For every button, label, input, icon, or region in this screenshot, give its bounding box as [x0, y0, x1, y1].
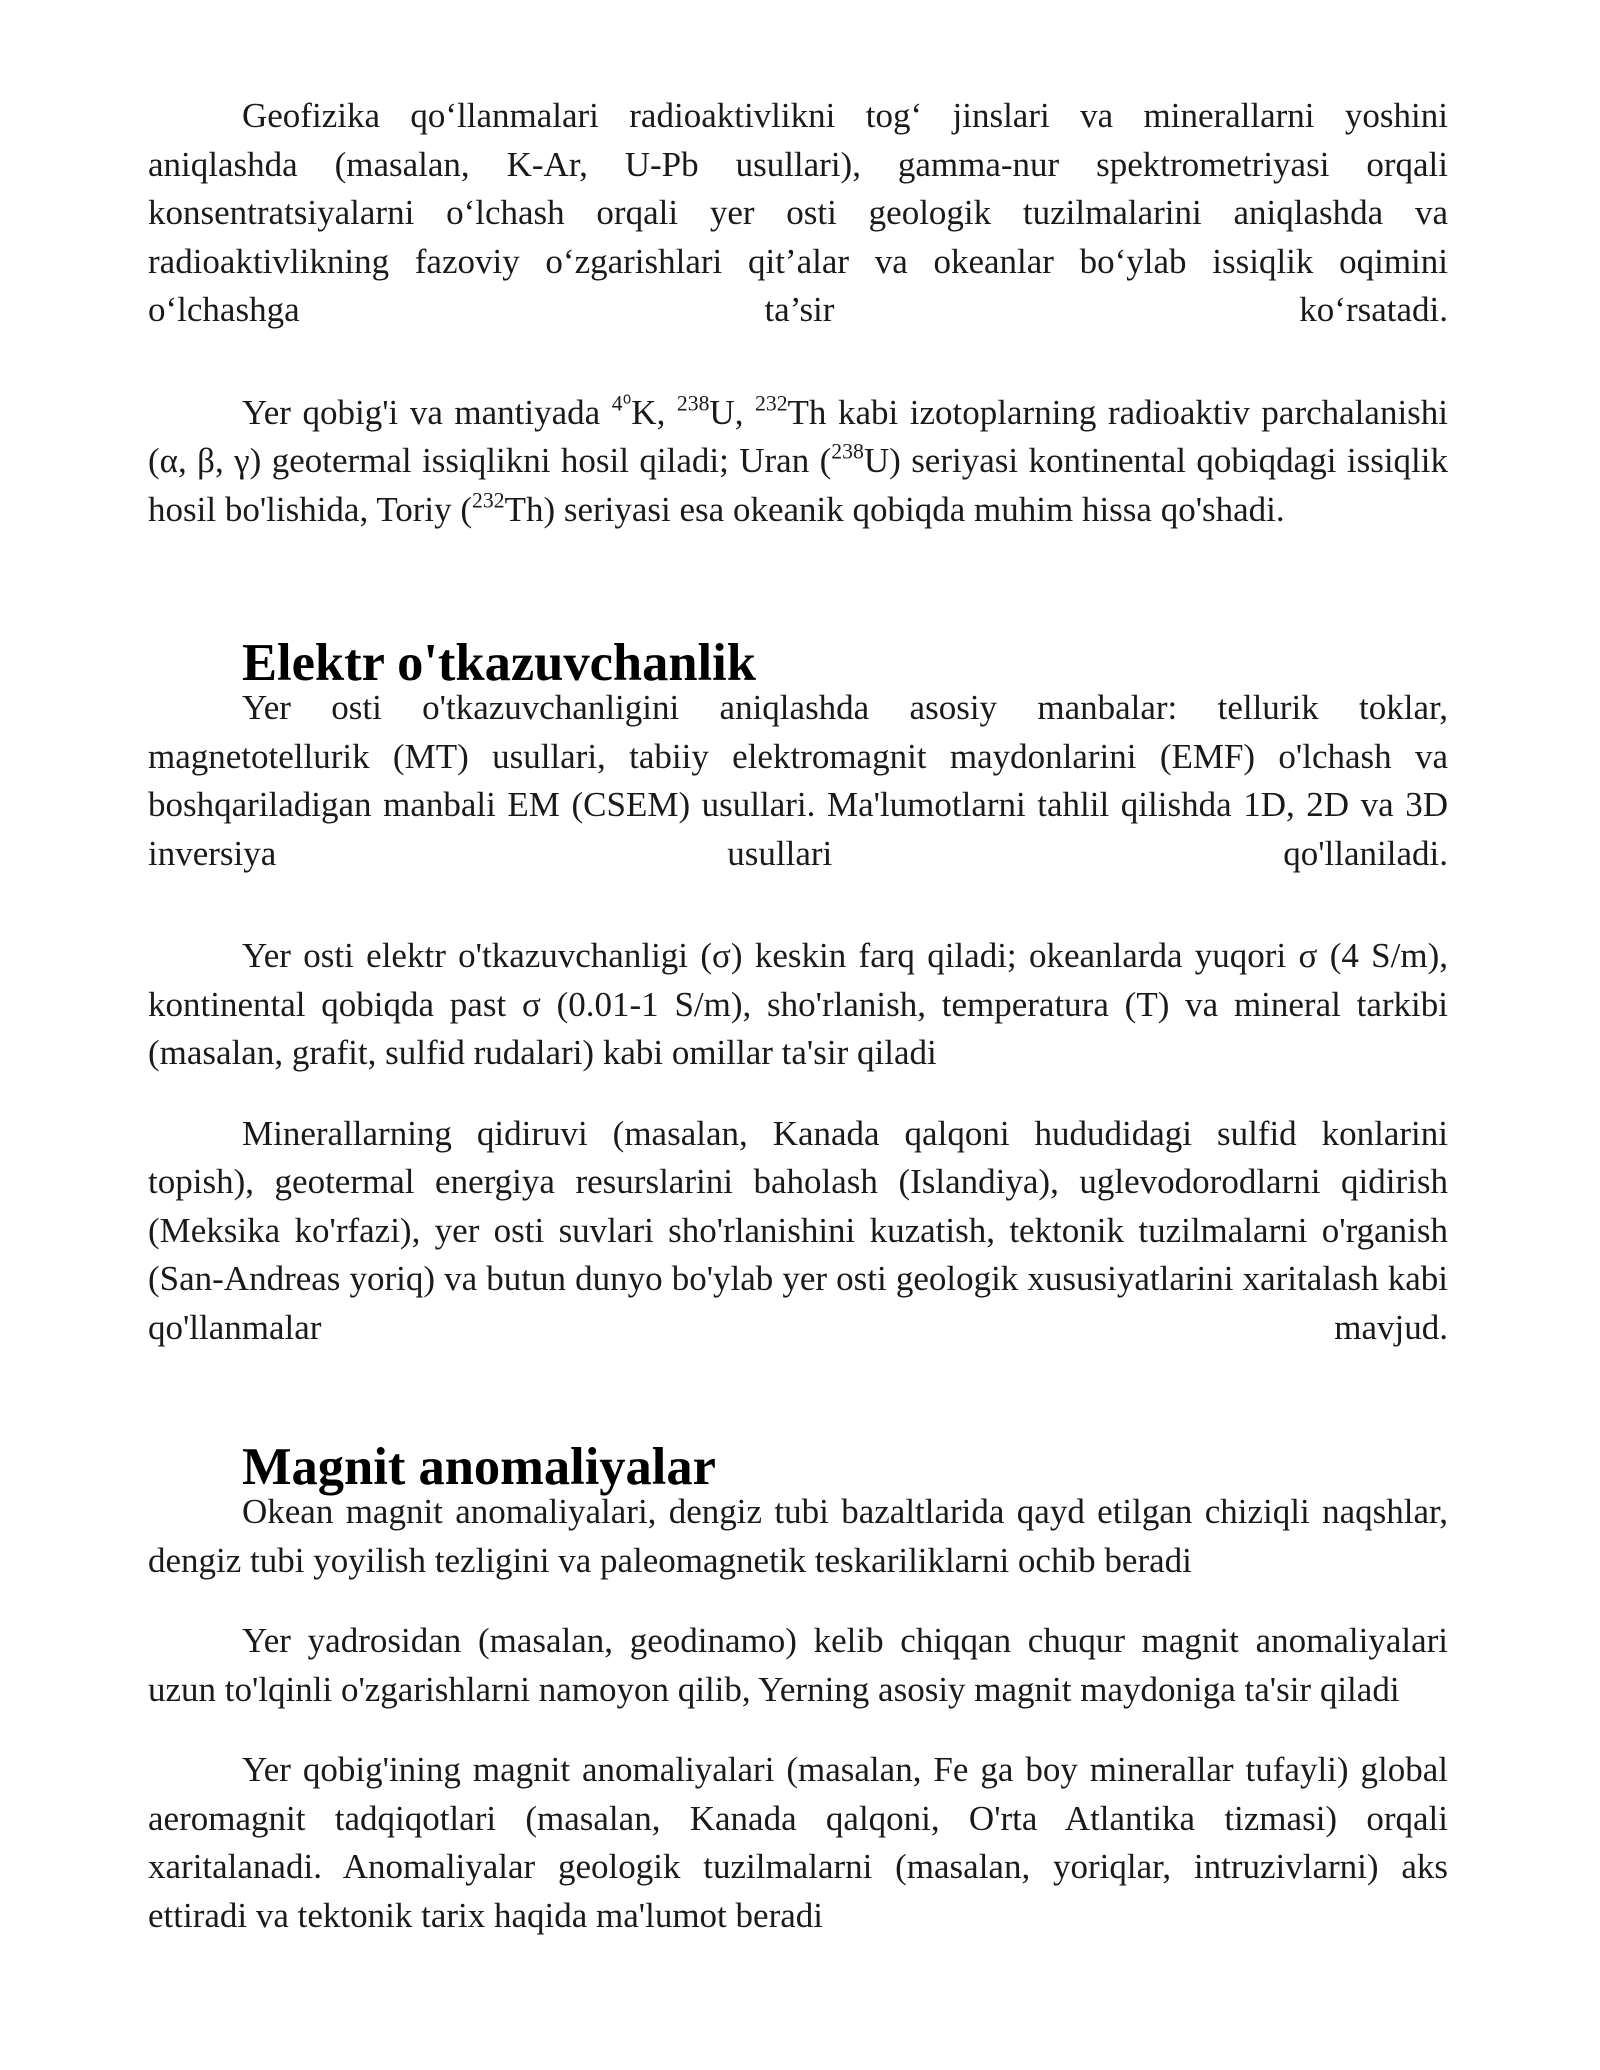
superscript: 4⁰	[611, 391, 632, 416]
paragraph-spacer	[148, 1078, 1448, 1110]
paragraph-spacer	[148, 1585, 1448, 1617]
text-run: Yer qobig'i va mantiyada	[242, 392, 612, 432]
paragraph-spacer	[148, 534, 1448, 642]
superscript: 232	[755, 391, 788, 416]
text-run: K,	[631, 392, 677, 432]
paragraph-spacer	[148, 878, 1448, 932]
document-page	[148, 92, 1448, 1940]
paragraph-crustal-anomalies: Yer qobig'ining magnit anomaliyalari (masalan, Fe ga boy minerallar tufayli) global aeromagnit tadqiqotlari (masalan, Kanada qalqoni, O'rta Atlantika tizmasi) orqali xaritalanadi. Anomaliyalar geologik tuzilmalarni (masalan, yoriqlar, intruzivlarni) aks ettiradi va tektonik tarix haqida ma'lumot beradi	[148, 1750, 1448, 1935]
paragraph-radioactive-isotopes	[148, 389, 1448, 535]
heading-electrical-conductivity: Elektr o'tkazuvchanlik	[242, 634, 756, 692]
superscript: 238	[676, 391, 710, 416]
paragraph-core-anomalies: Yer yadrosidan (masalan, geodinamo) kelib chiqqan chuqur magnit anomaliyalari uzun to'lqinli o'zgarishlarni namoyon qilib, Yerning asosiy magnit maydoniga ta'sir qiladi	[148, 1621, 1448, 1709]
paragraph-spacer	[148, 1352, 1448, 1446]
text-run: U) seriyasi kontinental qobiqdagi issiqlik hosil bo'lishida, Toriy (	[148, 441, 1448, 529]
text-run: Th kabi izotoplarning radioaktiv parchalanishi (α, β, γ) geotermal issiqlikni hosil qiladi; Uran (	[148, 392, 1449, 480]
paragraph-conductivity-applications: Minerallarning qidiruvi (masalan, Kanada qalqoni hududidagi sulfid konlarini topish), geotermal energiya resurslarini baholash (Islandiya), uglevodorodlarni qidirish (Meksika ko'rfazi), yer osti suvlari sho'rlanishini kuzatish, tektonik tuzilmalarni o'rganish (San-Andreas yoriq) va butun dunyo bo'ylab yer osti geologik xususiyatlarini xaritalash kabi qo'llanmalar mavjud.	[148, 1113, 1448, 1347]
paragraph-radioactivity-applications: Geofizika qo‘llanmalari radioaktivlikni tog‘ jinslari va minerallarni yoshini aniqlashda (masalan, K-Ar, U-Pb usullari), gamma-nur spektrometriyasi orqali konsentratsiyalarni o‘lchash orqali yer osti geologik tuzilmalarini aniqlashda va radioaktivlikning fazoviy o‘zgarishlari qit’alar va okeanlar bo‘ylab issiqlik oqimini o‘lchashga ta’sir ko‘rsatadi.	[148, 96, 1448, 329]
text-run: Th) seriyasi esa okeanik qobiqda muhim hissa qo'shadi.	[504, 489, 1285, 529]
heading-magnetic-anomalies: Magnit anomaliyalar	[242, 1438, 716, 1496]
paragraph-spacer	[148, 335, 1448, 389]
paragraph-spacer	[148, 1714, 1448, 1746]
paragraph-conductivity-methods: Yer osti o'tkazuvchanligini aniqlashda asosiy manbalar: tellurik toklar, magnetotellurik (MT) usullari, tabiiy elektromagnit maydonlarini (EMF) o'lchash va boshqariladigan manbali EM (CSEM) usullari. Ma'lumotlarni tahlil qilishda 1D, 2D va 3D inversiya usullari qo'llaniladi.	[148, 688, 1448, 873]
superscript: 232	[472, 488, 505, 513]
text-run: U,	[709, 392, 756, 432]
superscript: 238	[831, 439, 864, 464]
paragraph-conductivity-variation: Yer osti elektr o'tkazuvchanligi (σ) keskin farq qiladi; okeanlarda yuqori σ (4 S/m), kontinental qobiqda past σ (0.01-1 S/m), sho'rlanish, temperatura (T) va mineral tarkibi (masalan, grafit, sulfid rudalari) kabi omillar ta'sir qiladi	[148, 936, 1448, 1072]
paragraph-ocean-anomalies: Okean magnit anomaliyalari, dengiz tubi bazaltlarida qayd etilgan chiziqli naqshlar, dengiz tubi yoyilish tezligini va paleomagnetik teskariliklarni ochib beradi	[148, 1492, 1448, 1580]
